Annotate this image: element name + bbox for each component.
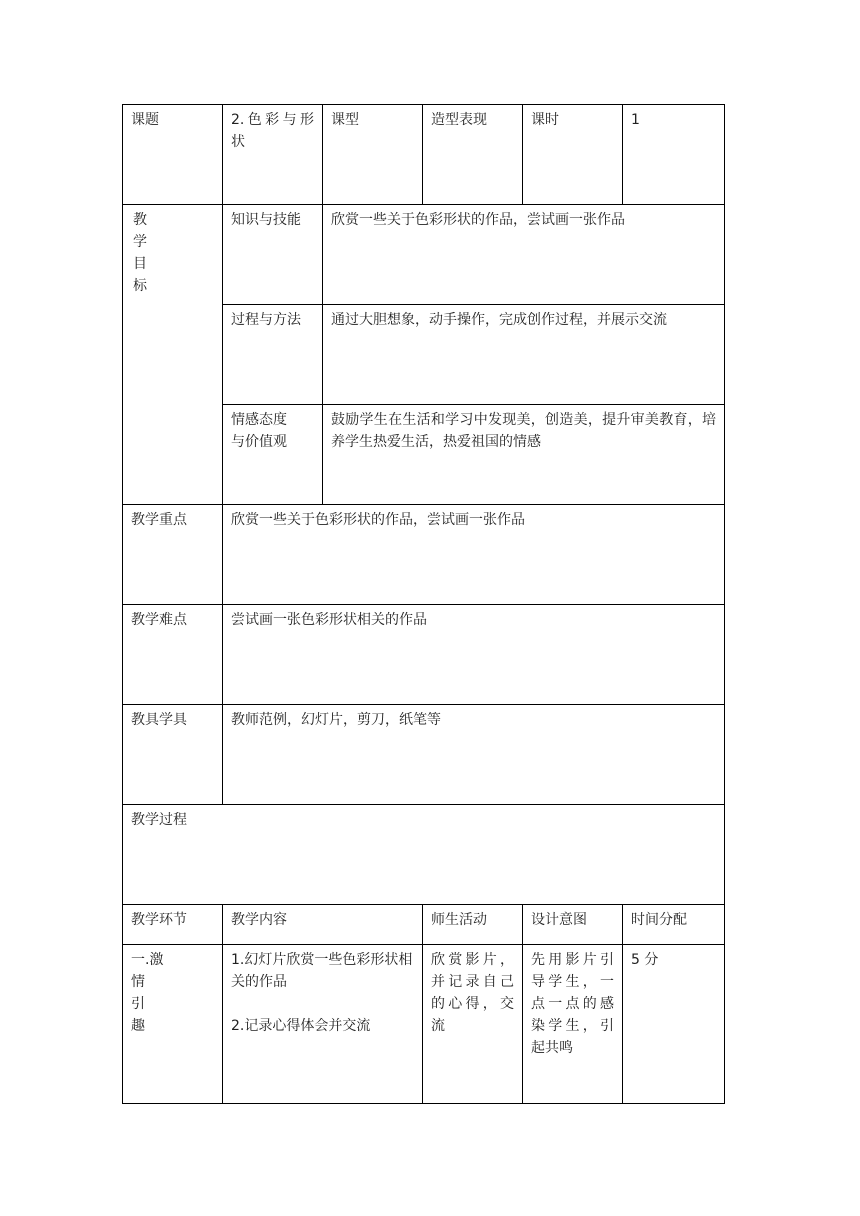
process-title: 教学过程 [123, 805, 725, 905]
process-time: 5 分 [623, 945, 725, 1104]
difficulty-label: 教学难点 [123, 605, 223, 705]
key-point-row [123, 505, 725, 605]
process-header-row [123, 905, 725, 945]
objectives-knowledge-row [123, 205, 725, 305]
process-header-time: 时间分配 [623, 905, 725, 945]
type-label: 课型 [323, 105, 423, 205]
process-stage: 一.激 情 引 趣 [123, 945, 223, 1104]
process-header-activity: 师生活动 [423, 905, 523, 945]
materials-value: 教师范例，幻灯片，剪刀，纸笔等 [223, 705, 725, 805]
hours-label: 课时 [523, 105, 623, 205]
table-row [123, 945, 725, 1104]
key-point-label: 教学重点 [123, 505, 223, 605]
lesson-plan-table [122, 104, 725, 1104]
difficulty-value: 尝试画一张色彩形状相关的作品 [223, 605, 725, 705]
difficulty-row [123, 605, 725, 705]
process-header-intent: 设计意图 [523, 905, 623, 945]
process-title-row [123, 805, 725, 905]
topic-value: 2.色彩与形状 [223, 105, 323, 205]
type-value: 造型表现 [423, 105, 523, 205]
knowledge-label: 知识与技能 [223, 205, 323, 305]
materials-row [123, 705, 725, 805]
emotion-value: 鼓励学生在生活和学习中发现美，创造美，提升审美教育，培养学生热爱生活，热爱祖国的情感 [323, 405, 725, 505]
process-activity: 欣赏影片，并记录自己的心得，交流 [423, 945, 523, 1104]
process-label: 过程与方法 [223, 305, 323, 405]
knowledge-value: 欣赏一些关于色彩形状的作品，尝试画一张作品 [323, 205, 725, 305]
header-row [123, 105, 725, 205]
hours-value: 1 [623, 105, 725, 205]
materials-label: 教具学具 [123, 705, 223, 805]
topic-label: 课题 [123, 105, 223, 205]
objectives-label: 教 学 目 标 [123, 205, 223, 505]
process-header-stage: 教学环节 [123, 905, 223, 945]
process-header-content: 教学内容 [223, 905, 423, 945]
process-intent: 先用影片引导学生，一点一点的感染学生，引起共鸣 [523, 945, 623, 1104]
process-content: 1.幻灯片欣赏一些色彩形状相关的作品 2.记录心得体会并交流 [223, 945, 423, 1104]
emotion-label: 情感态度 与价值观 [223, 405, 323, 505]
key-point-value: 欣赏一些关于色彩形状的作品，尝试画一张作品 [223, 505, 725, 605]
process-value: 通过大胆想象，动手操作，完成创作过程，并展示交流 [323, 305, 725, 405]
